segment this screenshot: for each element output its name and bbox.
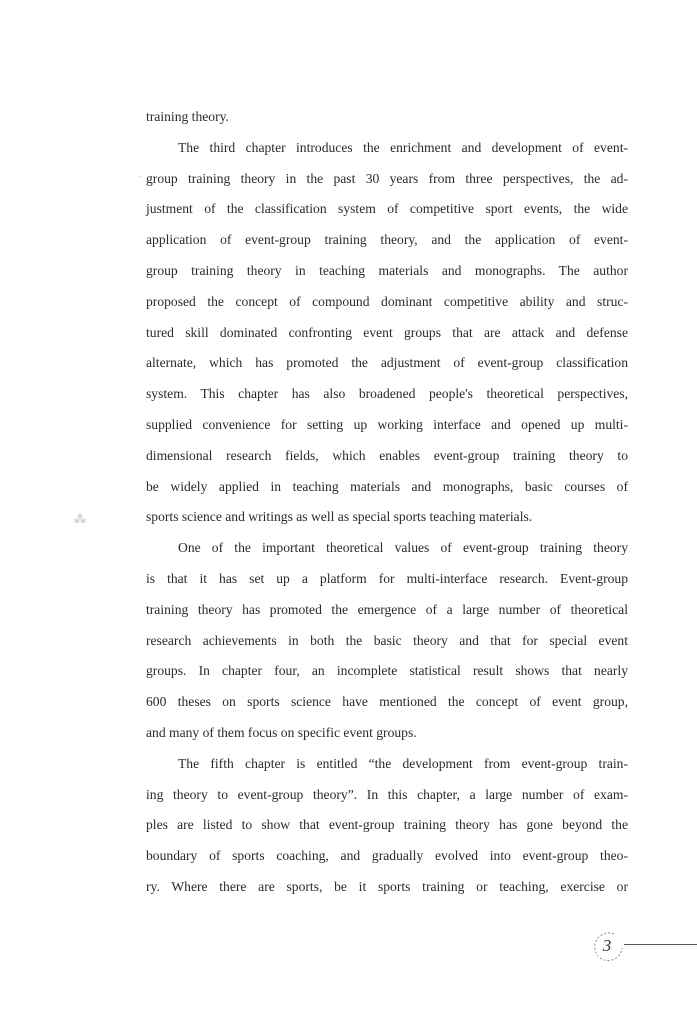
text-line: One of the important theoretical values of event-group training theory (178, 540, 628, 556)
text-line: proposed the concept of compound dominant competitive ability and struc- (146, 293, 628, 309)
text-line: research achievements in both the basic theory and that for special event (146, 632, 628, 648)
text-line: group training theory in the past 30 years from three perspectives, the ad- (146, 170, 628, 186)
footer-rule (624, 944, 697, 945)
text-line: The fifth chapter is entitled “the development from event-group train- (178, 755, 628, 771)
text-line: is that it has set up a platform for multi-interface research. Event-group (146, 570, 628, 586)
scan-speck: ⁂ (74, 512, 86, 526)
text-line: boundary of sports coaching, and gradually evolved into event-group theo- (146, 848, 628, 864)
text-line: group training theory in teaching materials and monographs. The author (146, 262, 628, 278)
text-line: and many of them focus on specific event groups. (146, 724, 417, 740)
text-line: 600 theses on sports science have mentioned the concept of event group, (146, 694, 628, 710)
text-line: justment of the classification system of competitive sport events, the wide (146, 201, 628, 217)
text-line: system. This chapter has also broadened people's theoretical perspectives, (146, 386, 628, 402)
text-line: dimensional research fields, which enables event-group training theory to (146, 447, 628, 463)
text-line: training theory. (146, 109, 229, 124)
scan-speck: · (138, 172, 142, 183)
text-line: ples are listed to show that event-group training theory has gone beyond the (146, 817, 628, 833)
page-number (592, 930, 626, 964)
text-line: training theory has promoted the emergence of a large number of theoretical (146, 601, 628, 617)
text-line: alternate, which has promoted the adjustment of event-group classification (146, 355, 628, 371)
text-line: The third chapter introduces the enrichment and development of event- (178, 139, 628, 155)
text-line: tured skill dominated confronting event groups that are attack and defense (146, 324, 628, 340)
text-line: be widely applied in teaching materials and monographs, basic courses of (146, 478, 628, 494)
text-line: supplied convenience for setting up working interface and opened up multi- (146, 416, 628, 432)
text-line: application of event-group training theory, and the application of event- (146, 232, 628, 248)
page-number-text: 3 (602, 936, 612, 955)
body-text (146, 102, 628, 903)
text-line: sports science and writings as well as special sports teaching materials. (146, 509, 533, 525)
text-line: ing theory to event-group theory”. In this chapter, a large number of exam- (146, 786, 628, 802)
text-line: groups. In chapter four, an incomplete statistical result shows that nearly (146, 663, 628, 679)
text-line: ry. Where there are sports, be it sports training or teaching, exercise or (146, 878, 628, 894)
